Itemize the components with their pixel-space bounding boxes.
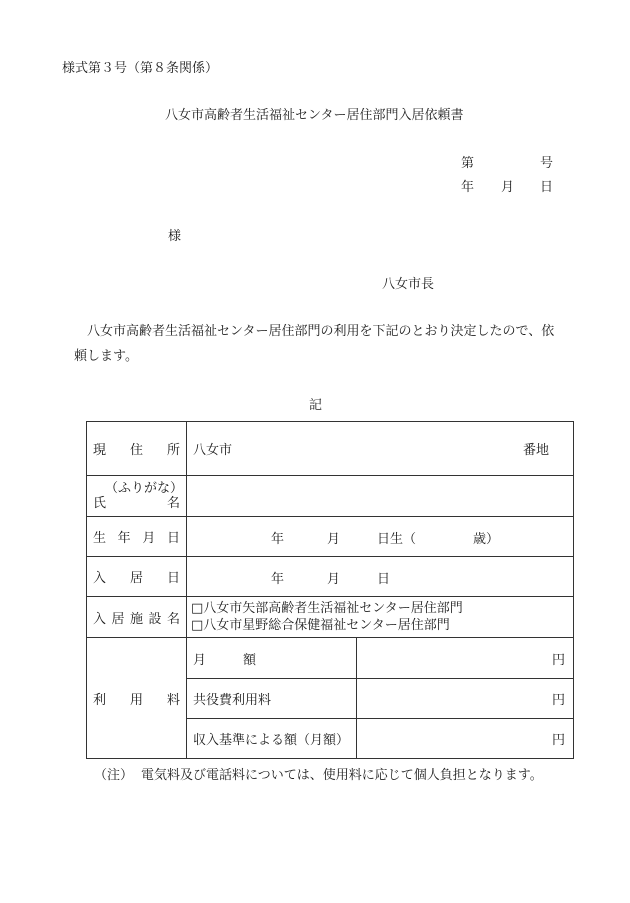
birth-label-char: 生 — [93, 531, 107, 546]
address-prefix: 八女市 — [193, 443, 233, 458]
date-month: 月 — [501, 180, 515, 195]
birth-label-cell — [87, 517, 187, 557]
name-label-char: 名 — [166, 496, 180, 511]
entry-year: 年 — [271, 571, 285, 587]
fee-shared-name-cell — [187, 679, 357, 719]
row-name — [87, 476, 574, 517]
birth-label-char: 日 — [166, 531, 180, 546]
entry-label-char: 日 — [166, 571, 180, 586]
furigana-label: （ふりがな） — [105, 481, 184, 496]
address-label-char: 住 — [129, 443, 143, 458]
sender-name: 八女市長 — [382, 277, 435, 292]
fee-shared-unit: 円 — [551, 693, 565, 708]
birth-label-char: 年 — [117, 531, 131, 546]
fee-income-amount-cell[interactable] — [357, 719, 574, 759]
birth-label-char: 月 — [142, 531, 156, 546]
row-entry-date — [87, 557, 574, 597]
address-input-cell[interactable] — [187, 422, 574, 476]
body-line-2: 頼します。 — [74, 349, 138, 364]
doc-number-go: 号 — [540, 156, 554, 171]
note-tag: （注） — [94, 768, 134, 783]
facility-option-yabe[interactable]: □八女市矢部高齢者生活福祉センター居住部門 — [191, 601, 463, 616]
entry-label-char: 入 — [93, 571, 107, 586]
application-table — [86, 421, 574, 759]
fee-monthly-name-char: 額 — [243, 653, 257, 668]
name-label-char: 氏 — [93, 496, 107, 511]
fee-monthly-name-cell — [187, 638, 357, 679]
fee-income-unit: 円 — [551, 733, 565, 748]
entry-label-cell — [87, 557, 187, 597]
fee-monthly-name-char: 月 — [193, 653, 207, 668]
facility-options-cell — [187, 597, 574, 638]
row-birthdate — [87, 517, 574, 557]
address-suffix: 番地 — [522, 443, 549, 458]
address-label-char: 現 — [93, 443, 107, 458]
body-line-1: 八女市高齢者生活福祉センター居住部門の利用を下記のとおり決定したので、依 — [87, 324, 555, 339]
address-label-cell — [87, 422, 187, 476]
facility-label-char: 入 — [93, 611, 107, 627]
entry-month: 月 — [327, 571, 341, 587]
row-address — [87, 422, 574, 476]
date-day: 日 — [540, 180, 554, 195]
document-title: 八女市高齢者生活福祉センター居住部門入居依頼書 — [165, 108, 464, 123]
fee-label-cell — [87, 638, 187, 759]
doc-number-dai: 第 — [461, 156, 475, 171]
address-label-char: 所 — [166, 443, 180, 458]
date-year: 年 — [461, 180, 475, 195]
name-label-cell — [87, 476, 187, 517]
facility-option-hoshino[interactable]: □八女市星野総合保健福祉センター居住部門 — [191, 618, 450, 633]
row-fee-monthly — [87, 638, 574, 679]
entry-input-cell[interactable] — [187, 557, 574, 597]
birth-input-cell[interactable] — [187, 517, 574, 557]
name-input-cell[interactable] — [187, 476, 574, 517]
facility-label-char: 設 — [148, 611, 162, 627]
entry-day: 日 — [377, 571, 391, 587]
facility-label-char: 名 — [166, 611, 180, 627]
fee-label-char: 利 — [93, 692, 107, 708]
fee-label-char: 用 — [129, 692, 143, 708]
fee-monthly-unit: 円 — [551, 652, 565, 668]
facility-label-char: 居 — [111, 611, 125, 627]
birth-day-sei: 日生（ — [377, 531, 417, 547]
birth-month: 月 — [327, 531, 341, 547]
entry-label-char: 居 — [129, 571, 143, 586]
ki-label: 記 — [309, 398, 323, 413]
addressee-sama: 様 — [168, 229, 182, 244]
facility-label-char: 施 — [129, 611, 143, 627]
fee-income-name-cell — [187, 719, 357, 759]
row-facility — [87, 597, 574, 638]
fee-shared-name: 共役費利用料 — [193, 693, 272, 708]
note-text: 電気料及び電話料については、使用料に応じて個人負担となります。 — [141, 768, 543, 783]
form-number: 様式第３号（第８条関係） — [62, 61, 219, 76]
facility-label-cell — [87, 597, 187, 638]
fee-monthly-amount-cell[interactable] — [357, 638, 574, 679]
birth-year: 年 — [271, 531, 285, 547]
fee-shared-amount-cell[interactable] — [357, 679, 574, 719]
fee-income-name: 収入基準による額（月額） — [193, 733, 350, 748]
birth-age: 歳） — [473, 531, 500, 547]
fee-label-char: 料 — [166, 692, 180, 708]
